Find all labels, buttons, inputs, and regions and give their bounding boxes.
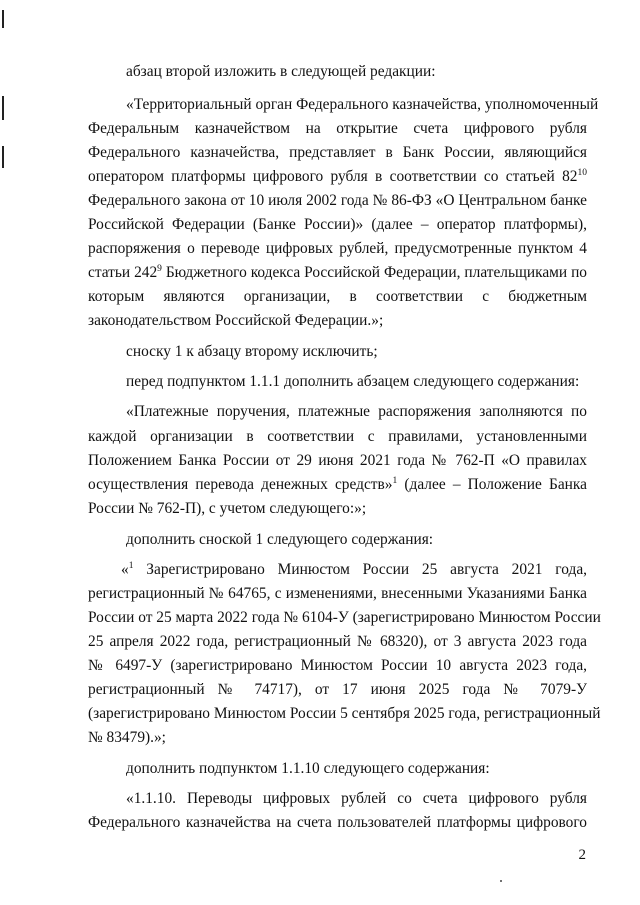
text-line <box>88 474 587 496</box>
text-line: Российской Федерации (Банке России)» (далее – оператор платформы), <box>88 216 587 233</box>
scan-dot <box>500 880 502 882</box>
text-segment: Бюджетного кодекса Российской Федерации, плательщиками по <box>161 264 587 281</box>
text-line: «Платежные поручения, платежные распоряжения заполняются по <box>126 403 587 420</box>
text-line <box>88 262 587 284</box>
text-segment: осуществления перевода денежных средств» <box>88 476 393 493</box>
footnote-line: регистрационный № 74717), от 17 июня 2025 года № 7079-У <box>88 681 587 698</box>
text-line: сноску 1 к абзацу второму исключить; <box>126 343 378 360</box>
footnote-line: № 6497-У (зарегистрировано Минюстом России 10 августа 2023 года, <box>88 657 587 674</box>
footnote-line: № 83479).»; <box>88 729 166 746</box>
superscript: 9 <box>157 264 162 274</box>
text-line <box>88 166 587 188</box>
footnote-line: 25 апреля 2022 года, регистрационный № 68320), от 3 августа 2023 года <box>88 633 587 650</box>
text-line: законодательством Российской Федерации.»; <box>88 312 384 329</box>
text-line: абзац второй изложить в следующей редакции: <box>126 63 436 80</box>
margin-mark <box>2 96 4 120</box>
text-line: Положением Банка России от 29 июня 2021 года № 762-П «О правилах <box>88 452 587 469</box>
footnote-line: регистрационный № 64765, с изменениями, внесенными Указаниями Банка <box>88 585 587 602</box>
text-line: «Территориальный орган Федерального казначейства, уполномоченный <box>126 96 599 113</box>
text-line: дополнить сноской 1 следующего содержания: <box>126 531 434 548</box>
text-segment: « <box>121 561 129 578</box>
text-line: Федеральным казначейством на открытие счета цифрового рубля <box>88 120 587 137</box>
footnote-line: России от 25 марта 2022 года № 6104-У (зарегистрировано Минюстом России <box>88 609 601 626</box>
text-line: перед подпунктом 1.1.1 дополнить абзацем следующего содержания: <box>126 373 580 390</box>
text-segment: оператором платформы цифрового рубля в соответствии со статьей 82 <box>88 168 578 185</box>
page-number: 2 <box>578 847 586 863</box>
text-segment: Зарегистрировано Минюстом России 25 августа 2021 года, <box>133 561 587 578</box>
text-line: каждой организации в соответствии с правилами, установленными <box>88 428 587 445</box>
superscript: 1 <box>392 476 398 486</box>
text-segment: статьи 242 <box>88 264 158 281</box>
text-line: дополнить подпунктом 1.1.10 следующего содержания: <box>126 760 490 777</box>
text-line: России № 762-П), с учетом следующего:»; <box>88 500 367 517</box>
text-line: Федерального закона от 10 июля 2002 года № 86-ФЗ «О Центральном банке <box>88 192 587 209</box>
text-segment: (далее – Положение Банка <box>397 476 587 493</box>
margin-mark <box>2 146 4 168</box>
text-line: Федерального казначейства на счета пользователей платформы цифрового <box>88 814 587 831</box>
footnote-line <box>121 559 587 581</box>
superscript: 10 <box>577 168 587 178</box>
footnote-line: (зарегистрировано Минюстом России 5 сентября 2025 года, регистрационный <box>88 705 601 722</box>
text-line: распоряжения о переводе цифровых рублей, предусмотренные пунктом 4 <box>88 240 587 257</box>
text-line: которым являются организации, в соответствии с бюджетным <box>88 288 587 305</box>
superscript: 1 <box>128 561 134 571</box>
text-line: Федерального казначейства, представляет в Банк России, являющийся <box>88 144 587 161</box>
margin-mark <box>2 10 4 28</box>
text-line: «1.1.10. Переводы цифровых рублей со счета цифрового рубля <box>126 790 587 807</box>
